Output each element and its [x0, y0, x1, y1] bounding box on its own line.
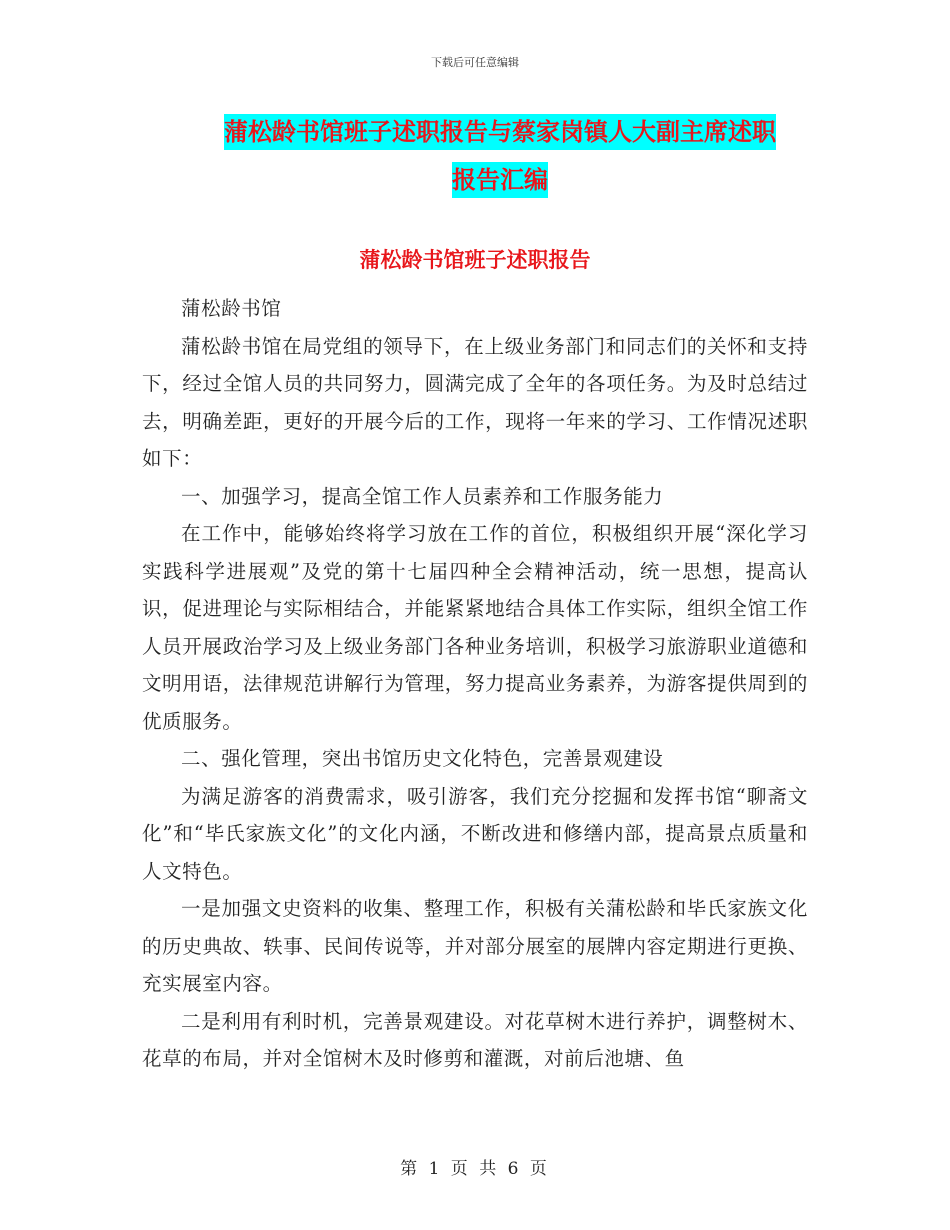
paragraph: 为满足游客的消费需求，吸引游客，我们充分挖掘和发挥书馆“聊斋文化”和“毕氏家族文化”的文化内涵，不断改进和修缮内部，提高景点质量和人文特色。	[142, 784, 808, 883]
paragraph: 在工作中，能够始终将学习放在工作的首位，积极组织开展“深化学习实践科学进展观”及党的第十七届四种全会精神活动，统一思想，提高认识，促进理论与实际相结合，并能紧紧地结合具体工作实际，组织全馆工作人员开展政治学习及上级业务部门各种业务培训，积极学习旅游职业道德和文明用语，法律规范讲解行为管理，努力提高业务素养，为游客提供周到的优质服务。	[142, 522, 808, 733]
body-text	[142, 290, 808, 1078]
document-title	[140, 108, 860, 204]
section-title: 蒲松龄书馆班子述职报告	[359, 248, 591, 272]
paragraph: 一是加强文史资料的收集、整理工作，积极有关蒲松龄和毕氏家族文化的历史典故、轶事、民间传说等，并对部分展室的展牌内容定期进行更换、充实展室内容。	[142, 897, 808, 995]
document-title-line-2: 报告汇编	[452, 162, 548, 198]
header-note: 下载后可任意编辑	[431, 56, 519, 69]
paragraph: 蒲松龄书馆在局党组的领导下，在上级业务部门和同志们的关怀和支持下，经过全馆人员的共同努力，圆满完成了全年的各项任务。为及时总结过去，明确差距，更好的开展今后的工作，现将一年来的学习、工作情况述职如下：	[142, 334, 808, 470]
page-number-footer: 第 1 页 共 6 页	[400, 1159, 550, 1179]
paragraph: 二是利用有利时机，完善景观建设。对花草树木进行养护，调整树木、花草的布局，并对全馆树木及时修剪和灌溉，对前后池塘、鱼	[142, 1009, 808, 1070]
paragraph-heading: 二、强化管理，突出书馆历史文化特色，完善景观建设	[181, 747, 664, 770]
document-title-line-1: 蒲松龄书馆班子述职报告与蔡家岗镇人大副主席述职	[224, 114, 776, 150]
paragraph-heading: 一、加强学习，提高全馆工作人员素养和工作服务能力	[181, 484, 664, 508]
paragraph: 蒲松龄书馆	[181, 297, 282, 320]
